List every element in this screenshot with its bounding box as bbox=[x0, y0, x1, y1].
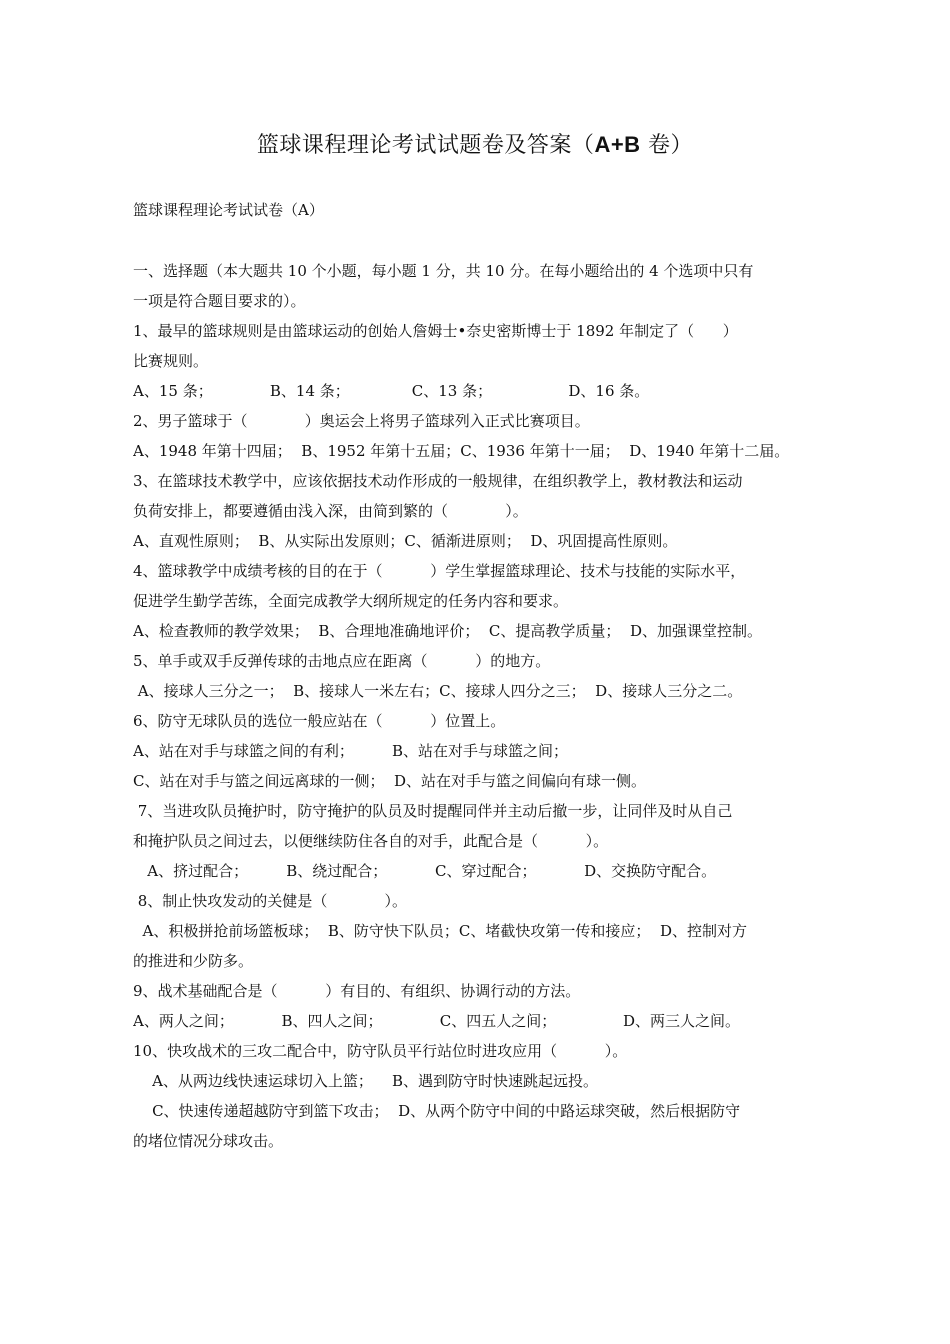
text-line: 9、战术基础配合是（ ）有目的、有组织、协调行动的方法。 bbox=[133, 982, 581, 1000]
text-line: A、直观性原则； B、从实际出发原则；C、循渐进原则； D、巩固提高性原则。 bbox=[133, 532, 678, 550]
text-line: 一、选择题（本大题共 10 个小题，每小题 1 分，共 10 分。在每小题给出的 4 个选项中只有 bbox=[133, 262, 754, 280]
text-line: 的堵位情况分球攻击。 bbox=[133, 1132, 284, 1150]
text-line: 2、男子篮球于（ ）奥运会上将男子篮球列入正式比赛项目。 bbox=[133, 412, 590, 430]
text-line: A、两人之间； B、四人之间； C、四五人之间； D、两三人之间。 bbox=[133, 1012, 741, 1030]
text-line: 6、防守无球队员的选位一般应站在（ ）位置上。 bbox=[133, 712, 506, 730]
text-line: A、挤过配合； B、绕过配合； C、穿过配合； D、交换防守配合。 bbox=[133, 862, 717, 880]
text-line: A、接球人三分之一； B、接球人一米左右；C、接球人四分之三； D、接球人三分之二。 bbox=[133, 682, 743, 700]
text-line: 促进学生勤学苦练，全面完成教学大纲所规定的任务内容和要求。 bbox=[133, 592, 569, 610]
exam-subtitle: 篮球课程理论考试试卷（A） bbox=[133, 201, 324, 219]
title-end: 卷） bbox=[640, 133, 694, 158]
text-line: 4、篮球教学中成绩考核的目的在于（ ）学生掌握篮球理论、技术与技能的实际水平， bbox=[133, 562, 746, 580]
title-ab: A+B bbox=[594, 132, 641, 157]
text-line: A、15 条； B、14 条； C、13 条； D、16 条。 bbox=[133, 382, 650, 400]
text-line: A、从两边线快速运球切入上篮； B、遇到防守时快速跳起远投。 bbox=[133, 1072, 599, 1090]
text-line: 5、单手或双手反弹传球的击地点应在距离（ ）的地方。 bbox=[133, 652, 551, 670]
text-line: 8、制止快攻发动的关健是（ ）。 bbox=[133, 892, 408, 910]
text-line: A、检查教师的教学效果； B、合理地准确地评价； C、提高教学质量； D、加强课堂控制。 bbox=[133, 622, 762, 640]
question-body bbox=[133, 256, 813, 1156]
text-line: 比赛规则。 bbox=[133, 352, 209, 370]
text-line: A、1948 年第十四届； B、1952 年第十五届；C、1936 年第十一届； D、1940 年第十二届。 bbox=[133, 442, 790, 460]
text-line: A、积极拼抢前场篮板球； B、防守快下队员；C、堵截快攻第一传和接应； D、控制对方 bbox=[133, 922, 747, 940]
title-main: 篮球课程理论考试试题卷及答案（ bbox=[256, 133, 595, 158]
text-line: 和掩护队员之间过去，以便继续防住各自的对手，此配合是（ ）。 bbox=[133, 832, 609, 850]
text-line: 10、快攻战术的三攻二配合中，防守队员平行站位时进攻应用（ ）。 bbox=[133, 1042, 628, 1060]
text-line: C、站在对手与篮之间远离球的一侧； D、站在对手与篮之间偏向有球一侧。 bbox=[133, 772, 647, 790]
text-line: 3、在篮球技术教学中，应该依据技术动作形成的一般规律，在组织教学上，教材教法和运动 bbox=[133, 472, 743, 490]
text-line: C、快速传递超越防守到篮下攻击； D、从两个防守中间的中路运球突破，然后根据防守 bbox=[133, 1102, 741, 1120]
text-line: 负荷安排上，都要遵循由浅入深，由简到繁的（ ）。 bbox=[133, 502, 528, 520]
text-line: 一项是符合题目要求的）。 bbox=[133, 292, 306, 310]
text-line: 的推进和少防多。 bbox=[133, 952, 254, 970]
text-line: A、站在对手与球篮之间的有利； B、站在对手与球篮之间； bbox=[133, 742, 569, 760]
text-line: 7、当进攻队员掩护时，防守掩护的队员及时提醒同伴并主动后撤一步，让同伴及时从自己 bbox=[133, 802, 733, 820]
text-line: 1、最早的篮球规则是由篮球运动的创始人詹姆士•奈史密斯博士于 1892 年制定了（ ） bbox=[133, 322, 738, 340]
document-title bbox=[0, 128, 950, 163]
